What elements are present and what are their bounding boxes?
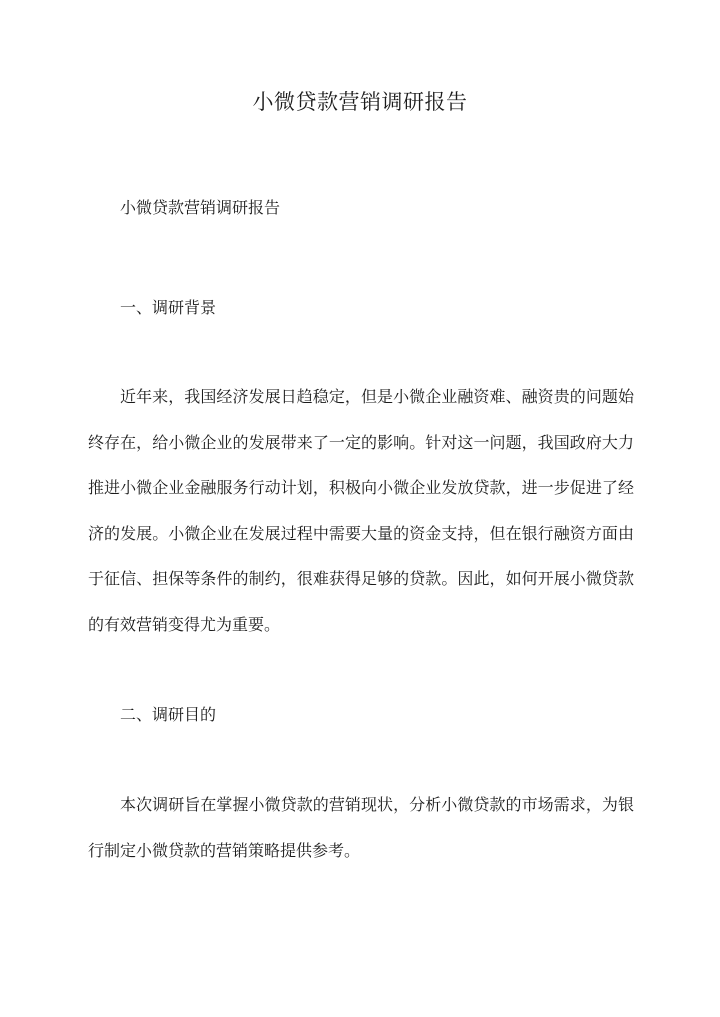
document-subtitle: 小微贷款营销调研报告	[120, 198, 281, 217]
section-heading-background: 一、调研背景	[120, 298, 217, 317]
section-body-background: 近年来，我国经济发展日趋稳定，但是小微企业融资难、融资贵的问题始终存在，给小微企业的发展带来了一定的影响。针对这一问题，我国政府大力推进小微企业金融服务行动计划，积极向小微企业发放贷款，进一步促进了经济的发展。小微企业在发展过程中需要大量的资金支持，但在银行融资方面由于征信、担保等条件的制约，很难获得足够的贷款。因此，如何开展小微贷款的有效营销变得尤为重要。	[88, 387, 634, 634]
section-body-purpose: 本次调研旨在掌握小微贷款的营销现状，分析小微贷款的市场需求，为银行制定小微贷款的营销策略提供参考。	[88, 795, 634, 860]
document-title: 小微贷款营销调研报告	[252, 90, 468, 114]
section-heading-purpose: 二、调研目的	[120, 705, 217, 724]
